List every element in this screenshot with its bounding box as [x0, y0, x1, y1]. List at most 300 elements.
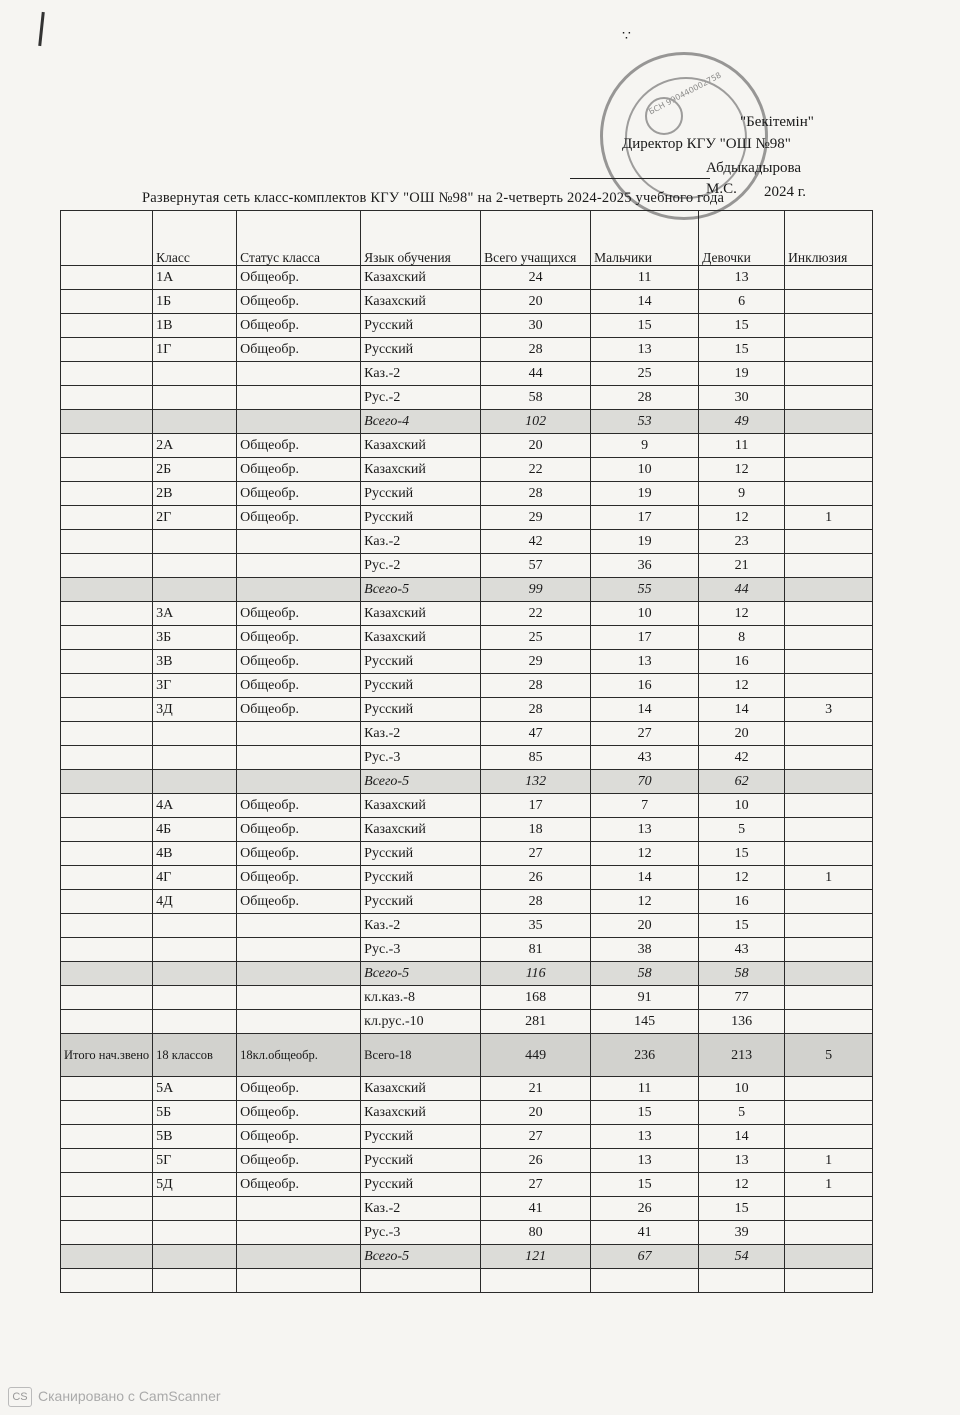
table-cell: [785, 482, 873, 506]
table-row: [61, 1221, 873, 1245]
approval-line-1: "Бекітемін": [740, 114, 814, 130]
table-cell: [237, 1245, 361, 1269]
table-cell: 5Г: [153, 1149, 237, 1173]
table-cell: 13: [699, 1149, 785, 1173]
table-cell: Казахский: [361, 818, 481, 842]
table-cell: 41: [591, 1221, 699, 1245]
table-cell: 12: [699, 674, 785, 698]
table-cell: Итого нач.звено: [61, 1034, 153, 1077]
approval-date: 2024 г.: [764, 184, 806, 200]
table-cell: [237, 554, 361, 578]
table-cell: 27: [481, 842, 591, 866]
table-cell: [61, 506, 153, 530]
table-cell: 281: [481, 1010, 591, 1034]
table-cell: [785, 1245, 873, 1269]
table-row: [61, 290, 873, 314]
table-cell: Общеобр.: [237, 266, 361, 290]
scanner-footer: [0, 1385, 320, 1409]
table-cell: [785, 674, 873, 698]
table-cell: [61, 1269, 153, 1293]
table-cell: [61, 770, 153, 794]
table-cell: 27: [481, 1173, 591, 1197]
table-cell: 5А: [153, 1077, 237, 1101]
table-row: [61, 1197, 873, 1221]
table-cell: [61, 386, 153, 410]
table-row: [61, 458, 873, 482]
stamp-text: БСН 990440002758: [647, 70, 723, 117]
table-cell: 17: [591, 626, 699, 650]
table-cell: [785, 386, 873, 410]
table-cell: 27: [591, 722, 699, 746]
table-cell: 13: [591, 818, 699, 842]
table-cell: [153, 1221, 237, 1245]
table-cell: 30: [481, 314, 591, 338]
table-cell: 3В: [153, 650, 237, 674]
table-cell: 3Д: [153, 698, 237, 722]
table-cell: Казахский: [361, 626, 481, 650]
table-row: [61, 746, 873, 770]
table-cell: [785, 962, 873, 986]
table-cell: 13: [591, 338, 699, 362]
table-cell: [785, 914, 873, 938]
table-cell: 49: [699, 410, 785, 434]
signature-line: [570, 178, 710, 179]
table-cell: Казахский: [361, 434, 481, 458]
table-cell: 15: [699, 338, 785, 362]
table-cell: 2Б: [153, 458, 237, 482]
table-cell: [785, 314, 873, 338]
table-cell: [61, 1010, 153, 1034]
table-cell: 12: [699, 1173, 785, 1197]
table-row: [61, 1125, 873, 1149]
table-cell: [61, 434, 153, 458]
header-cell: Язык обучения: [361, 211, 481, 266]
table-cell: Казахский: [361, 602, 481, 626]
table-cell: Русский: [361, 674, 481, 698]
table-cell: Русский: [361, 698, 481, 722]
table-cell: Общеобр.: [237, 698, 361, 722]
table-cell: 70: [591, 770, 699, 794]
table-cell: Общеобр.: [237, 1173, 361, 1197]
table-cell: 12: [699, 866, 785, 890]
table-cell: [61, 338, 153, 362]
table-cell: [61, 458, 153, 482]
table-cell: 11: [591, 266, 699, 290]
table-cell: Общеобр.: [237, 434, 361, 458]
table-cell: 14: [591, 698, 699, 722]
table-cell: Общеобр.: [237, 314, 361, 338]
table-cell: Русский: [361, 338, 481, 362]
table-cell: [237, 962, 361, 986]
table-row: [61, 266, 873, 290]
table-cell: 14: [591, 290, 699, 314]
table-cell: [785, 1221, 873, 1245]
speck-dots: ∵: [622, 29, 633, 44]
table-cell: 1А: [153, 266, 237, 290]
table-row: [61, 722, 873, 746]
table-cell: 8: [699, 626, 785, 650]
table-cell: 213: [699, 1034, 785, 1077]
header-cell: Девочки: [699, 211, 785, 266]
table-cell: Русский: [361, 506, 481, 530]
table-cell: 15: [699, 1197, 785, 1221]
table-cell: [237, 1197, 361, 1221]
table-cell: Рус.-3: [361, 746, 481, 770]
table-cell: Казахский: [361, 266, 481, 290]
table-cell: Общеобр.: [237, 602, 361, 626]
table-cell: 1: [785, 506, 873, 530]
table-cell: [61, 962, 153, 986]
table-cell: [61, 818, 153, 842]
table-cell: [481, 1269, 591, 1293]
table-cell: 16: [699, 890, 785, 914]
table-row: [61, 890, 873, 914]
table-cell: 12: [591, 842, 699, 866]
table-cell: 136: [699, 1010, 785, 1034]
table-cell: [61, 530, 153, 554]
table-cell: [785, 530, 873, 554]
table-cell: 55: [591, 578, 699, 602]
table-cell: [785, 1101, 873, 1125]
table-cell: Каз.-2: [361, 722, 481, 746]
table-row: [61, 602, 873, 626]
table-cell: 18: [481, 818, 591, 842]
table-cell: [785, 794, 873, 818]
table-cell: 3Б: [153, 626, 237, 650]
table-row: [61, 866, 873, 890]
table-cell: 168: [481, 986, 591, 1010]
table-cell: 35: [481, 914, 591, 938]
table-row: [61, 1245, 873, 1269]
table-cell: 5: [699, 1101, 785, 1125]
table-cell: [61, 650, 153, 674]
table-cell: [785, 770, 873, 794]
table-cell: 24: [481, 266, 591, 290]
table-cell: Общеобр.: [237, 1077, 361, 1101]
table-cell: Рус.-3: [361, 1221, 481, 1245]
table-cell: 2А: [153, 434, 237, 458]
table-cell: 15: [591, 314, 699, 338]
table-cell: [61, 794, 153, 818]
table-cell: [237, 746, 361, 770]
table-row: [61, 914, 873, 938]
table-row: [61, 650, 873, 674]
table-cell: [61, 722, 153, 746]
table-cell: [61, 1221, 153, 1245]
table-cell: 14: [699, 1125, 785, 1149]
table-cell: 28: [591, 386, 699, 410]
table-row: [61, 794, 873, 818]
table-cell: 11: [591, 1077, 699, 1101]
table-cell: 3А: [153, 602, 237, 626]
table-cell: [61, 866, 153, 890]
table-row: [61, 506, 873, 530]
table-cell: [61, 1077, 153, 1101]
table-cell: 10: [591, 458, 699, 482]
table-cell: 1: [785, 1149, 873, 1173]
pen-mark: [38, 12, 45, 46]
table-cell: 67: [591, 1245, 699, 1269]
table-cell: 18 классов: [153, 1034, 237, 1077]
table-cell: 16: [591, 674, 699, 698]
table-cell: Общеобр.: [237, 674, 361, 698]
table-cell: 19: [591, 530, 699, 554]
table-cell: [61, 362, 153, 386]
header-cell: Инклюзия: [785, 211, 873, 266]
table-cell: 80: [481, 1221, 591, 1245]
table-cell: Всего-5: [361, 770, 481, 794]
table-cell: [237, 410, 361, 434]
table-cell: 17: [591, 506, 699, 530]
table-cell: [785, 1197, 873, 1221]
table-cell: Каз.-2: [361, 530, 481, 554]
table-cell: 15: [699, 314, 785, 338]
table-cell: [153, 530, 237, 554]
table-cell: [61, 602, 153, 626]
table-cell: 17: [481, 794, 591, 818]
table-cell: 29: [481, 650, 591, 674]
table-cell: Рус.-2: [361, 386, 481, 410]
table-cell: [153, 578, 237, 602]
table-cell: Общеобр.: [237, 866, 361, 890]
table-cell: 58: [591, 962, 699, 986]
table-cell: 43: [699, 938, 785, 962]
table-cell: [785, 986, 873, 1010]
table-cell: 81: [481, 938, 591, 962]
table-cell: 132: [481, 770, 591, 794]
table-cell: Всего-18: [361, 1034, 481, 1077]
table-cell: 2Г: [153, 506, 237, 530]
table-cell: [61, 674, 153, 698]
table-cell: [61, 842, 153, 866]
table-cell: 28: [481, 482, 591, 506]
table-cell: Русский: [361, 314, 481, 338]
table-cell: 20: [481, 290, 591, 314]
table-row: [61, 1034, 873, 1077]
table-cell: [237, 386, 361, 410]
table-cell: Казахский: [361, 1101, 481, 1125]
table-cell: 39: [699, 1221, 785, 1245]
table-cell: Общеобр.: [237, 794, 361, 818]
table-cell: 28: [481, 698, 591, 722]
table-cell: [61, 1173, 153, 1197]
table-cell: [153, 1197, 237, 1221]
table-cell: [785, 938, 873, 962]
table-cell: 10: [591, 602, 699, 626]
table-cell: [153, 722, 237, 746]
header-cell: Мальчики: [591, 211, 699, 266]
table-cell: [237, 938, 361, 962]
table-cell: [785, 410, 873, 434]
table-cell: Рус.-3: [361, 938, 481, 962]
table-cell: Рус.-2: [361, 554, 481, 578]
table-row: [61, 314, 873, 338]
table-cell: 5Б: [153, 1101, 237, 1125]
table-cell: [785, 578, 873, 602]
table-row: [61, 818, 873, 842]
table-cell: 2В: [153, 482, 237, 506]
table-cell: 62: [699, 770, 785, 794]
table-row: [61, 1269, 873, 1293]
table-cell: 6: [699, 290, 785, 314]
approval-line-2: Директор КГУ "ОШ №98": [622, 136, 791, 152]
table-cell: 11: [699, 434, 785, 458]
table-row: [61, 482, 873, 506]
table-cell: 12: [699, 602, 785, 626]
table-cell: [61, 290, 153, 314]
table-cell: [61, 938, 153, 962]
table-cell: 145: [591, 1010, 699, 1034]
table-cell: [153, 554, 237, 578]
table-cell: 1: [785, 866, 873, 890]
class-network-table: [60, 210, 873, 1293]
approval-line-3: Абдыкадырова М.С.: [706, 160, 802, 197]
table-cell: [785, 746, 873, 770]
table-cell: [153, 1010, 237, 1034]
table-cell: [61, 410, 153, 434]
table-cell: [785, 1010, 873, 1034]
table-cell: 121: [481, 1245, 591, 1269]
table-cell: 14: [591, 866, 699, 890]
table-cell: 12: [699, 458, 785, 482]
table-cell: 22: [481, 602, 591, 626]
table-cell: 102: [481, 410, 591, 434]
table-cell: [699, 1269, 785, 1293]
table-cell: [61, 746, 153, 770]
table-cell: 10: [699, 794, 785, 818]
table-cell: 4Б: [153, 818, 237, 842]
table-cell: Всего-5: [361, 578, 481, 602]
table-cell: 26: [481, 866, 591, 890]
table-cell: [785, 650, 873, 674]
table-cell: [361, 1269, 481, 1293]
table-cell: 15: [699, 842, 785, 866]
table-cell: 16: [699, 650, 785, 674]
table-cell: 43: [591, 746, 699, 770]
table-cell: 42: [481, 530, 591, 554]
table-row: [61, 986, 873, 1010]
table-row: [61, 962, 873, 986]
table-cell: 58: [481, 386, 591, 410]
table-cell: Русский: [361, 842, 481, 866]
table-cell: 36: [591, 554, 699, 578]
stamp-emblem: [645, 97, 683, 135]
table-cell: Казахский: [361, 290, 481, 314]
table-cell: Русский: [361, 1173, 481, 1197]
table-cell: 116: [481, 962, 591, 986]
table-cell: [61, 266, 153, 290]
table-cell: [153, 362, 237, 386]
table-cell: 20: [699, 722, 785, 746]
table-cell: [153, 1245, 237, 1269]
table-cell: 44: [699, 578, 785, 602]
table-row: [61, 554, 873, 578]
table-cell: [153, 1269, 237, 1293]
table-cell: 1Г: [153, 338, 237, 362]
table-cell: 5: [785, 1034, 873, 1077]
table-cell: [61, 1197, 153, 1221]
table-cell: 12: [591, 890, 699, 914]
table-cell: 14: [699, 698, 785, 722]
table-cell: 20: [481, 1101, 591, 1125]
table-cell: [237, 722, 361, 746]
table-cell: [153, 986, 237, 1010]
table-cell: 7: [591, 794, 699, 818]
table-row: [61, 1173, 873, 1197]
table-cell: [785, 1269, 873, 1293]
table-row: [61, 1010, 873, 1034]
table-cell: 28: [481, 674, 591, 698]
table-cell: [785, 266, 873, 290]
table-cell: Всего-5: [361, 962, 481, 986]
table-cell: 25: [481, 626, 591, 650]
table-cell: Всего-4: [361, 410, 481, 434]
table-cell: 47: [481, 722, 591, 746]
table-cell: 1В: [153, 314, 237, 338]
table-cell: 29: [481, 506, 591, 530]
table-cell: [785, 890, 873, 914]
table-cell: 22: [481, 458, 591, 482]
table-cell: 21: [699, 554, 785, 578]
table-cell: [785, 338, 873, 362]
table-cell: 13: [591, 1125, 699, 1149]
table-cell: [61, 578, 153, 602]
table-cell: Общеобр.: [237, 626, 361, 650]
table-cell: Русский: [361, 1149, 481, 1173]
table-cell: 99: [481, 578, 591, 602]
table-cell: 3Г: [153, 674, 237, 698]
table-cell: 5: [699, 818, 785, 842]
table-cell: 4Д: [153, 890, 237, 914]
table-cell: [237, 1269, 361, 1293]
table-cell: [785, 1125, 873, 1149]
table-cell: [237, 1221, 361, 1245]
table-header-row: [61, 211, 873, 266]
table-cell: [61, 1125, 153, 1149]
table-cell: [591, 1269, 699, 1293]
table-cell: [237, 1010, 361, 1034]
table-cell: 23: [699, 530, 785, 554]
table-cell: 20: [591, 914, 699, 938]
table-cell: 21: [481, 1077, 591, 1101]
header-cell: Всего учащихся: [481, 211, 591, 266]
table-cell: Каз.-2: [361, 362, 481, 386]
table-row: [61, 1101, 873, 1125]
table-cell: Русский: [361, 650, 481, 674]
table-cell: [237, 770, 361, 794]
scanner-footer-text: Сканировано с CamScanner: [38, 1388, 221, 1404]
table-cell: [61, 1245, 153, 1269]
table-cell: 1: [785, 1173, 873, 1197]
table-cell: [785, 818, 873, 842]
table-cell: 9: [591, 434, 699, 458]
table-cell: 13: [591, 650, 699, 674]
table-cell: 4Г: [153, 866, 237, 890]
table-row: [61, 362, 873, 386]
table-cell: [61, 986, 153, 1010]
table-cell: 28: [481, 890, 591, 914]
table-cell: 54: [699, 1245, 785, 1269]
table-cell: [153, 410, 237, 434]
table-cell: [785, 722, 873, 746]
table-cell: Всего-5: [361, 1245, 481, 1269]
table-cell: [237, 914, 361, 938]
table-cell: [785, 602, 873, 626]
table-row: [61, 842, 873, 866]
table-cell: [785, 290, 873, 314]
table-cell: 1Б: [153, 290, 237, 314]
table-cell: [153, 746, 237, 770]
